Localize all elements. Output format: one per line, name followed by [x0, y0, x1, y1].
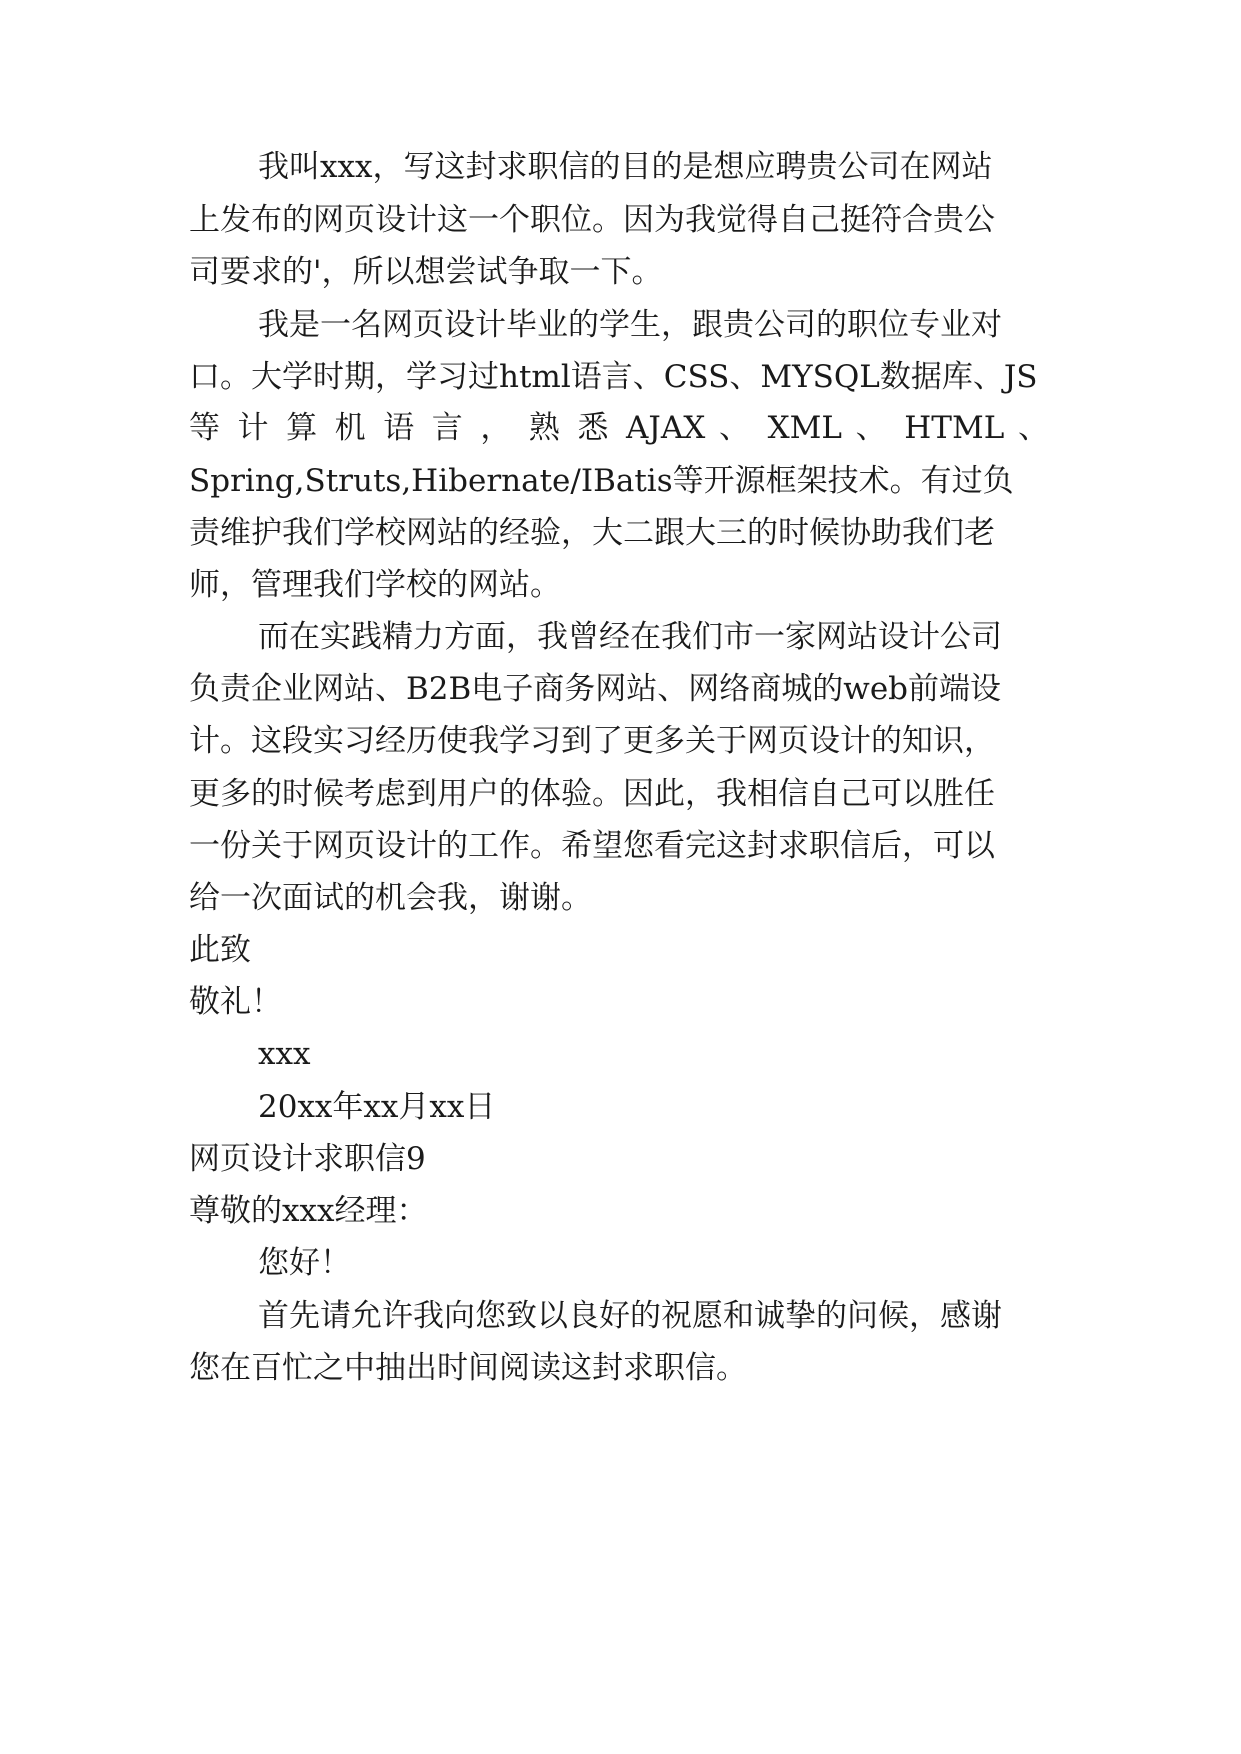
text-line: 上发布的网页设计这一个职位。因为我觉得自己挺符合贵公: [189, 202, 995, 238]
text-line: 给一次面试的机会我，谢谢。: [189, 880, 592, 916]
text-line: 负责企业网站、B2B电子商务网站、网络商城的web前端设: [189, 671, 1002, 707]
greeting: 您好！: [258, 1245, 351, 1281]
signature-date: 20xx年xx月xx日: [258, 1089, 496, 1125]
closing-line: 敬礼！: [189, 984, 282, 1020]
text-line: 责维护我们学校网站的经验，大二跟大三的时候协助我们老: [189, 515, 995, 551]
text-line: 计。这段实习经历使我学习到了更多关于网页设计的知识，: [189, 723, 995, 759]
text-line: 口。大学时期，学习过html语言、CSS、MYSQL数据库、JS: [189, 359, 1038, 395]
text-line: 我是一名网页设计毕业的学生，跟贵公司的职位专业对: [258, 307, 1002, 343]
salutation: 尊敬的xxx经理：: [189, 1193, 428, 1229]
text-line: 首先请允许我向您致以良好的祝愿和诚挚的问候，感谢: [258, 1298, 1002, 1334]
text-line: 而在实践精力方面，我曾经在我们市一家网站设计公司: [258, 619, 1002, 655]
text-line: 更多的时候考虑到用户的体验。因此，我相信自己可以胜任: [189, 776, 995, 812]
text-line: Spring,Struts,Hibernate/IBatis等开源框架技术。有过负: [189, 463, 1014, 499]
text-line: 师，管理我们学校的网站。: [189, 567, 561, 603]
text-line: 我叫xxx，写这封求职信的目的是想应聘贵公司在网站: [258, 149, 993, 185]
text-line: 等 计 算 机 语 言 ， 熟 悉 AJAX 、 XML 、 HTML 、: [189, 410, 1049, 446]
text-line: 您在百忙之中抽出时间阅读这封求职信。: [189, 1350, 747, 1386]
section-heading: 网页设计求职信9: [189, 1141, 426, 1177]
closing-line: 此致: [189, 932, 251, 968]
text-line: 司要求的'，所以想尝试争取一下。: [189, 254, 663, 290]
signature-name: xxx: [258, 1036, 311, 1072]
text-line: 一份关于网页设计的工作。希望您看完这封求职信后，可以: [189, 828, 995, 864]
